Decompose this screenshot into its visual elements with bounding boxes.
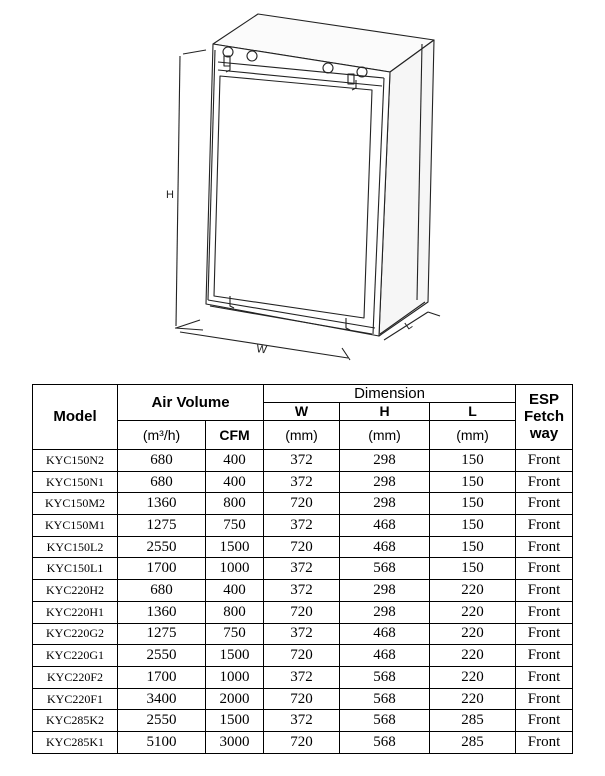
cell-w: 720 — [264, 493, 340, 515]
cell-cfm: 3000 — [206, 732, 264, 754]
cell-cfm: 2000 — [206, 688, 264, 710]
cell-cfm: 1000 — [206, 667, 264, 689]
cell-esp: Front — [516, 667, 573, 689]
header-l: L — [430, 403, 516, 420]
cell-model: KYC285K2 — [33, 710, 118, 732]
cell-esp: Front — [516, 710, 573, 732]
cell-l: 150 — [430, 536, 516, 558]
table-row — [33, 558, 573, 580]
table-row — [33, 667, 573, 689]
cell-l: 220 — [430, 580, 516, 602]
dim-label-w: W — [255, 343, 268, 357]
cell-model: KYC150M1 — [33, 515, 118, 537]
cell-m3h: 680 — [118, 449, 206, 471]
cell-h: 298 — [340, 493, 430, 515]
cell-h: 468 — [340, 515, 430, 537]
cell-w: 720 — [264, 601, 340, 623]
cell-esp: Front — [516, 645, 573, 667]
cell-esp: Front — [516, 623, 573, 645]
table-row — [33, 515, 573, 537]
cell-cfm: 1500 — [206, 645, 264, 667]
cell-esp: Front — [516, 558, 573, 580]
cell-h: 468 — [340, 645, 430, 667]
cell-esp: Front — [516, 471, 573, 493]
cell-w: 372 — [264, 515, 340, 537]
cell-cfm: 1500 — [206, 536, 264, 558]
cell-model: KYC220F2 — [33, 667, 118, 689]
cell-m3h: 5100 — [118, 732, 206, 754]
table-row — [33, 536, 573, 558]
cell-model: KYC220H1 — [33, 601, 118, 623]
cell-l: 150 — [430, 558, 516, 580]
table-body — [33, 449, 573, 753]
header-esp-line-1: ESP — [529, 391, 560, 409]
cell-model: KYC220F1 — [33, 688, 118, 710]
cell-l: 150 — [430, 449, 516, 471]
cell-h: 298 — [340, 449, 430, 471]
header-h: H — [340, 403, 430, 420]
header-dimension: Dimension — [264, 385, 516, 403]
cell-cfm: 750 — [206, 515, 264, 537]
cell-w: 372 — [264, 471, 340, 493]
header-w: W — [264, 403, 340, 420]
header-cfm: CFM — [206, 420, 264, 449]
cell-model: KYC150N1 — [33, 471, 118, 493]
table-row — [33, 645, 573, 667]
cell-model: KYC150L1 — [33, 558, 118, 580]
cell-w: 720 — [264, 732, 340, 754]
cell-w: 372 — [264, 449, 340, 471]
table-row — [33, 688, 573, 710]
dim-label-h: H — [166, 189, 174, 201]
cell-h: 568 — [340, 732, 430, 754]
dim-label-l: L — [402, 319, 415, 333]
cell-w: 372 — [264, 623, 340, 645]
cell-cfm: 750 — [206, 623, 264, 645]
table-row — [33, 732, 573, 754]
cell-cfm: 1500 — [206, 710, 264, 732]
cell-esp: Front — [516, 493, 573, 515]
cell-m3h: 3400 — [118, 688, 206, 710]
cell-m3h: 680 — [118, 580, 206, 602]
header-m3h-unit: (m³/h) — [118, 420, 206, 449]
cell-cfm: 400 — [206, 449, 264, 471]
cell-cfm: 1000 — [206, 558, 264, 580]
table-row — [33, 471, 573, 493]
cell-h: 568 — [340, 667, 430, 689]
cell-w: 720 — [264, 536, 340, 558]
cell-esp: Front — [516, 601, 573, 623]
cell-esp: Front — [516, 449, 573, 471]
cell-cfm: 800 — [206, 601, 264, 623]
header-h-unit: (mm) — [340, 420, 430, 449]
table-row — [33, 580, 573, 602]
header-l-unit: (mm) — [430, 420, 516, 449]
cell-m3h: 680 — [118, 471, 206, 493]
cell-h: 468 — [340, 623, 430, 645]
cell-model: KYC220H2 — [33, 580, 118, 602]
cell-model: KYC150M2 — [33, 493, 118, 515]
cell-esp: Front — [516, 515, 573, 537]
cell-m3h: 1275 — [118, 623, 206, 645]
cell-w: 372 — [264, 580, 340, 602]
specification-table — [32, 384, 573, 754]
cell-m3h: 1360 — [118, 601, 206, 623]
cell-h: 298 — [340, 601, 430, 623]
cell-h: 298 — [340, 580, 430, 602]
cell-l: 285 — [430, 732, 516, 754]
header-esp-fetch-way — [516, 385, 573, 450]
unit-dimension-drawing — [0, 0, 605, 376]
table-row — [33, 601, 573, 623]
cell-h: 468 — [340, 536, 430, 558]
cell-l: 220 — [430, 688, 516, 710]
cell-w: 372 — [264, 710, 340, 732]
table-row — [33, 493, 573, 515]
cell-m3h: 2550 — [118, 645, 206, 667]
cell-l: 150 — [430, 515, 516, 537]
cell-w: 372 — [264, 667, 340, 689]
cell-h: 568 — [340, 558, 430, 580]
cell-esp: Front — [516, 732, 573, 754]
header-model: Model — [33, 385, 118, 450]
cell-w: 720 — [264, 645, 340, 667]
cell-l: 220 — [430, 601, 516, 623]
cell-h: 568 — [340, 688, 430, 710]
unit-front-frame — [206, 44, 390, 336]
table-row — [33, 449, 573, 471]
cell-model: KYC285K1 — [33, 732, 118, 754]
cell-cfm: 400 — [206, 580, 264, 602]
cell-l: 150 — [430, 493, 516, 515]
header-air-volume: Air Volume — [118, 385, 264, 421]
cell-esp: Front — [516, 688, 573, 710]
cell-cfm: 400 — [206, 471, 264, 493]
cell-w: 720 — [264, 688, 340, 710]
cell-l: 150 — [430, 471, 516, 493]
cell-m3h: 1700 — [118, 667, 206, 689]
cell-model: KYC150N2 — [33, 449, 118, 471]
cell-m3h: 1275 — [118, 515, 206, 537]
cell-esp: Front — [516, 536, 573, 558]
cell-m3h: 1360 — [118, 493, 206, 515]
cell-m3h: 2550 — [118, 710, 206, 732]
cell-m3h: 1700 — [118, 558, 206, 580]
cell-l: 220 — [430, 623, 516, 645]
table-row — [33, 710, 573, 732]
cell-cfm: 800 — [206, 493, 264, 515]
cell-m3h: 2550 — [118, 536, 206, 558]
header-row-1 — [33, 385, 573, 403]
cell-model: KYC220G2 — [33, 623, 118, 645]
cell-model: KYC150L2 — [33, 536, 118, 558]
cell-model: KYC220G1 — [33, 645, 118, 667]
header-esp-line-3: way — [529, 425, 559, 443]
cell-l: 220 — [430, 645, 516, 667]
cell-h: 568 — [340, 710, 430, 732]
table-row — [33, 623, 573, 645]
header-w-unit: (mm) — [264, 420, 340, 449]
cell-l: 220 — [430, 667, 516, 689]
cell-l: 285 — [430, 710, 516, 732]
cell-h: 298 — [340, 471, 430, 493]
cell-w: 372 — [264, 558, 340, 580]
header-esp-line-2: Fetch — [524, 408, 565, 426]
cell-esp: Front — [516, 580, 573, 602]
